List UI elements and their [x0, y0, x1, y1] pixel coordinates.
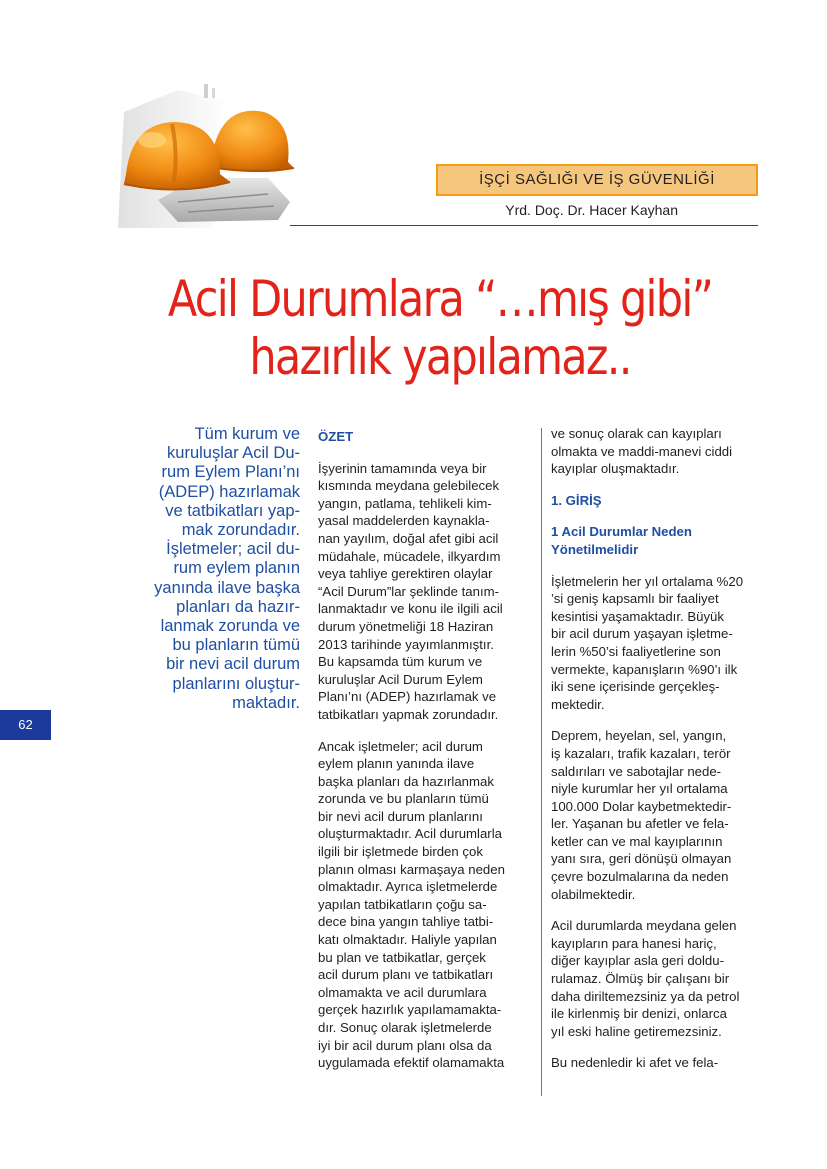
body-line: ’si geniş kapsamlı bir faaliyet	[551, 591, 719, 607]
body-line: iş kazaları, trafik kazaları, terör	[551, 745, 731, 761]
body-line: dece bina yangın tahliye tatbi-	[318, 914, 494, 930]
body-line: “Acil Durum”lar şeklinde tanım-	[318, 583, 500, 599]
body-line: uygulamada efektif olamamakta	[318, 1055, 505, 1071]
body-line: bir nevi acil durum planlarını	[318, 808, 483, 824]
pull-quote-line: rum Eylem Planı’nı	[161, 463, 300, 482]
body-line: rulamaz. Ölmüş bir çalışanı bir	[551, 971, 730, 987]
body-line: ler. Yaşanan bu afetler ve fela-	[551, 816, 729, 832]
body-line: kuruluşlar Acil Durum Eylem	[318, 671, 483, 687]
body-line: kısmında meydana gelebilecek	[318, 478, 500, 494]
body-line: Acil durumlarda meydana gelen	[551, 918, 737, 934]
body-line: dır. Sonuç olarak işletmelerde	[318, 1020, 492, 1035]
body-line: oluşturmaktadır. Acil durumlarla	[318, 826, 502, 842]
subsection-heading: Yönetilmelidir	[551, 541, 639, 557]
pull-quote	[146, 425, 300, 713]
body-line: yıl eski haline getiremezsiniz.	[551, 1023, 722, 1039]
section-heading-ozet: ÖZET	[318, 429, 354, 444]
pull-quote-line: planları da hazır-	[176, 597, 300, 616]
pull-quote-line: bir nevi acil durum	[166, 655, 300, 674]
header-divider	[290, 225, 758, 226]
section-label: İŞÇİ SAĞLIĞI VE İŞ GÜVENLİĞİ	[479, 171, 715, 188]
author-name: Yrd. Doç. Dr. Hacer Kayhan	[505, 202, 678, 218]
pull-quote-line: mak zorundadır.	[181, 521, 300, 540]
body-line: katı olmaktadır. Haliyle yapılan	[318, 932, 497, 948]
pull-quote-line: İşletmeler; acil du-	[166, 540, 300, 559]
body-line: Deprem, heyelan, sel, yangın,	[551, 728, 727, 744]
body-line: zorunda ve bu planların tümü	[318, 791, 489, 807]
body-line: yapılan tatbikatların çoğu sa-	[318, 896, 487, 912]
body-line: Planı’nı (ADEP) hazırlamak ve	[318, 689, 497, 705]
article-title-line-1: Acil Durumlara “…mış gibi”	[167, 270, 713, 328]
body-line: iyi bir acil durum planı olsa da	[318, 1037, 492, 1053]
body-line: planın olması karmaşaya neden	[318, 861, 505, 877]
body-line: niyle kurumlar her yıl ortalama	[551, 781, 728, 797]
body-line: olmakta ve maddi-manevi ciddi	[551, 443, 733, 459]
body-line: nan yayılım, doğal afet gibi acil	[318, 530, 499, 546]
body-column-1	[318, 428, 530, 1072]
pull-quote-line: yanında ilave başka	[154, 578, 300, 597]
body-line: kayıpların para hanesi hariç,	[551, 935, 717, 951]
body-line: ketler can ve mal kayıplarının	[551, 833, 723, 849]
body-line: bir acil durum yaşayan işletme-	[551, 626, 733, 642]
section-heading-giris: 1. GİRİŞ	[551, 492, 602, 508]
body-line: lerin %50’si faaliyetlerine son	[551, 643, 721, 659]
body-line: vermekte, kapanışların %90’ı ilk	[551, 661, 738, 677]
body-column-2	[551, 425, 766, 1072]
body-line: İşletmelerin her yıl ortalama %20	[551, 573, 744, 589]
pull-quote-line: rum eylem planın	[173, 559, 300, 578]
article-title-line-2: hazırlık yapılamaz..	[249, 328, 631, 386]
body-line: saldırıları ve sabotajlar nede-	[551, 763, 722, 779]
pull-quote-line: lanmak zorunda ve	[160, 617, 300, 636]
body-line: olmamakta ve acil durumlara	[318, 984, 487, 1000]
body-line: yanı sıra, geri dönüşü olmayan	[551, 851, 732, 867]
body-line: diğer kayıplar asla geri doldu-	[551, 953, 724, 969]
hard-hats-and-gloves-icon	[118, 82, 298, 228]
body-line: Ancak işletmeler; acil durum	[318, 738, 483, 754]
pull-quote-line: bu planların tümü	[172, 636, 300, 655]
body-line: tatbikatları yapmak zorundadır.	[318, 706, 499, 722]
body-line: bu plan ve tatbikatlar, gerçek	[318, 949, 486, 965]
body-line: mektedir.	[551, 696, 605, 712]
pull-quote-line: Tüm kurum ve	[194, 425, 300, 443]
pull-quote-line: (ADEP) hazırlamak	[158, 482, 300, 501]
body-line: yasal maddelerden kaynakla-	[318, 513, 490, 529]
body-line: 2013 tarihinde yayımlanmıştır.	[318, 636, 494, 652]
body-line: Bu kapsamda tüm kurum ve	[318, 654, 483, 670]
body-line: eylem planın yanında ilave	[318, 756, 475, 772]
body-line: başka planları da hazırlanmak	[318, 773, 494, 789]
body-line: çevre bozulmalarına da neden	[551, 869, 729, 885]
subsection-heading: 1 Acil Durumlar Neden	[551, 524, 692, 540]
body-line: acil durum planı ve tatbikatları	[318, 967, 494, 983]
pull-quote-line: planlarını oluştur-	[172, 674, 300, 693]
body-line: 100.000 Dolar kaybetmektedir-	[551, 798, 732, 814]
body-line: kayıplar oluşmaktadır.	[551, 461, 680, 477]
body-line: daha diriltemezsiniz ya da petrol	[551, 988, 740, 1004]
pull-quote-line: kuruluşlar Acil Du-	[167, 444, 300, 463]
pull-quote-line: ve tatbikatları yap-	[165, 501, 300, 520]
body-line: olmaktadır. Ayrıca işletmelerde	[318, 879, 498, 895]
body-line: ile kirlenmiş bir denizi, onlarca	[551, 1006, 727, 1022]
body-line: müdahale, mücadele, ilkyardım	[318, 548, 501, 564]
body-line: olabilmektedir.	[551, 886, 636, 902]
body-line: ilgili bir işletmede birden çok	[318, 844, 483, 860]
body-line: ve sonuç olarak can kayıpları	[551, 426, 722, 441]
body-line: Bu nedenledir ki afet ve fela-	[551, 1055, 719, 1071]
body-line: lanmaktadır ve konu ile ilgili acil	[318, 601, 503, 617]
article-title	[113, 270, 767, 386]
column-divider	[541, 428, 542, 1096]
body-line: durum yönetmeliği 18 Haziran	[318, 618, 494, 634]
body-line: veya tahliye gerektiren olaylar	[318, 566, 493, 582]
body-line: İşyerinin tamamında veya bir	[318, 460, 487, 476]
body-line: gerçek hazırlık yapılamamakta-	[318, 1002, 502, 1018]
body-line: yangın, patlama, tehlikeli kim-	[318, 495, 492, 511]
page-number: 62	[18, 717, 33, 732]
body-line: kesintisi yaşamaktadır. Büyük	[551, 608, 724, 624]
pull-quote-line: maktadır.	[232, 693, 300, 712]
body-line: iki sene içerisinde gerçekleş-	[551, 679, 720, 695]
